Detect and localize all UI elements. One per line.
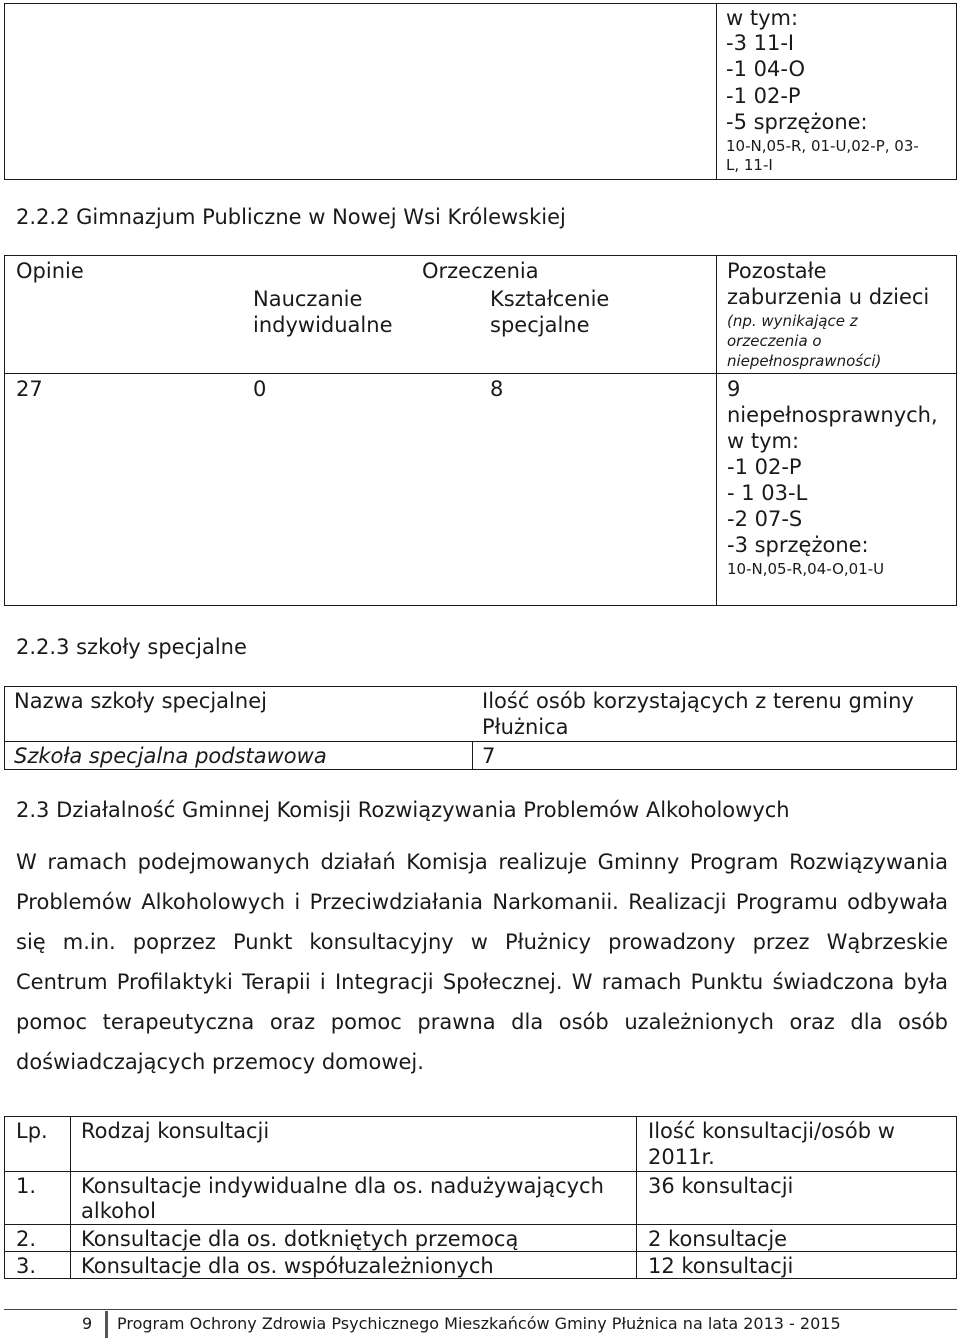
col-header-pozostale-note: orzeczenia o <box>727 332 822 350</box>
footer-rule <box>4 1309 957 1310</box>
col-header-pozostale: zaburzenia u dzieci <box>727 285 930 309</box>
col-header-opinie: Opinie <box>16 259 84 283</box>
col-header-nauczanie: indywidualne <box>253 313 393 337</box>
section-paragraph: W ramach podejmowanych działań Komisja realizuje Gminny Program Rozwiązywania Problemów Alkoholowych i Przeciwdziałania Narkomanii. Realizacji Programu odbywała się m.in. poprzez Punkt konsultacyjny w Płużnicy prowadzony przez Wąbrzeskie Centrum Profilaktyki Terapii i Integracji Społecznej. W ramach Punktu świadczona była pomoc terapeutyczna oraz pomoc prawna dla osób uzależnionych oraz dla osób doświadczających przemocy domowej. <box>16 850 948 1074</box>
cell-pozostale-line: 9 <box>727 377 741 401</box>
konsultacje-header-rodzaj: Rodzaj konsultacji <box>81 1119 270 1143</box>
cell-pozostale-line: - 1 03-L <box>727 481 808 505</box>
col-header-orzeczenia: Orzeczenia <box>422 259 539 283</box>
konsultacje-row-lp: 1. <box>16 1174 37 1198</box>
cell-pozostale-small: 10-N,05-R,04-O,01-U <box>727 560 885 578</box>
konsultacje-row-rodzaj: Konsultacje dla os. dotkniętych przemocą <box>81 1227 519 1251</box>
section-heading-szkoly-specjalne: 2.2.3 szkoły specjalne <box>16 635 247 659</box>
col-header-ksztalcenie: Kształcenie <box>490 287 610 311</box>
konsultacje-row-ilosc: 12 konsultacji <box>648 1254 794 1278</box>
footer-separator <box>105 1311 108 1338</box>
top-cell-small-line: 10-N,05-R, 01-U,02-P, 03- <box>726 137 919 155</box>
konsultacje-header-ilosc: 2011r. <box>648 1145 715 1169</box>
konsultacje-row-rodzaj: alkohol <box>81 1199 156 1223</box>
top-cell-small-line: L, 11-I <box>726 156 773 174</box>
cell-pozostale-line: -3 sprzężone: <box>727 533 869 557</box>
top-cell-line: -3 11-I <box>726 31 795 55</box>
konsultacje-row-lp: 2. <box>16 1227 37 1251</box>
top-cell-line: -5 sprzężone: <box>726 110 868 134</box>
top-cell-line: -1 04-O <box>726 57 806 81</box>
cell-nauczanie: 0 <box>253 377 267 401</box>
konsultacje-row-ilosc: 2 konsultacje <box>648 1227 788 1251</box>
cell-pozostale-line: -1 02-P <box>727 455 802 479</box>
top-cell-line: w tym: <box>726 6 799 30</box>
konsultacje-header-ilosc: Ilość konsultacji/osób w <box>648 1119 895 1143</box>
col-header-pozostale-note: niepełnosprawności) <box>727 352 882 370</box>
footer-page-number: 9 <box>82 1314 93 1333</box>
konsultacje-header-lp: Lp. <box>16 1119 48 1143</box>
cell-pozostale-line: niepełnosprawnych, <box>727 403 938 427</box>
konsultacje-row-ilosc: 36 konsultacji <box>648 1174 794 1198</box>
spec-col-header-ilosc: Płużnica <box>482 715 569 739</box>
spec-col-header-nazwa: Nazwa szkoły specjalnej <box>14 689 267 713</box>
konsultacje-row-lp: 3. <box>16 1254 37 1278</box>
section-heading-dzialalnosc: 2.3 Działalność Gminnej Komisji Rozwiązywania Problemów Alkoholowych <box>16 798 790 822</box>
spec-row-value: 7 <box>482 744 496 768</box>
spec-col-header-ilosc: Ilość osób korzystających z terenu gminy <box>482 689 914 713</box>
cell-pozostale-line: w tym: <box>727 429 800 453</box>
section-heading-gimnazjum: 2.2.2 Gimnazjum Publiczne w Nowej Wsi Królewskiej <box>16 205 566 229</box>
cell-pozostale-line: -2 07-S <box>727 507 803 531</box>
col-header-pozostale: Pozostałe <box>727 259 827 283</box>
top-cell-line: -1 02-P <box>726 84 801 108</box>
spec-row-name: Szkoła specjalna podstawowa <box>14 744 327 768</box>
col-header-pozostale-note: (np. wynikające z <box>727 312 858 330</box>
col-header-nauczanie: Nauczanie <box>253 287 363 311</box>
col-header-ksztalcenie: specjalne <box>490 313 590 337</box>
footer-title: Program Ochrony Zdrowia Psychicznego Mieszkańców Gminy Płużnica na lata 2013 - 2015 <box>117 1314 841 1333</box>
konsultacje-row-rodzaj: Konsultacje indywidualne dla os. nadużywających <box>81 1174 604 1198</box>
konsultacje-row-rodzaj: Konsultacje dla os. współuzależnionych <box>81 1254 494 1278</box>
cell-opinie: 27 <box>16 377 43 401</box>
cell-ksztalcenie: 8 <box>490 377 504 401</box>
